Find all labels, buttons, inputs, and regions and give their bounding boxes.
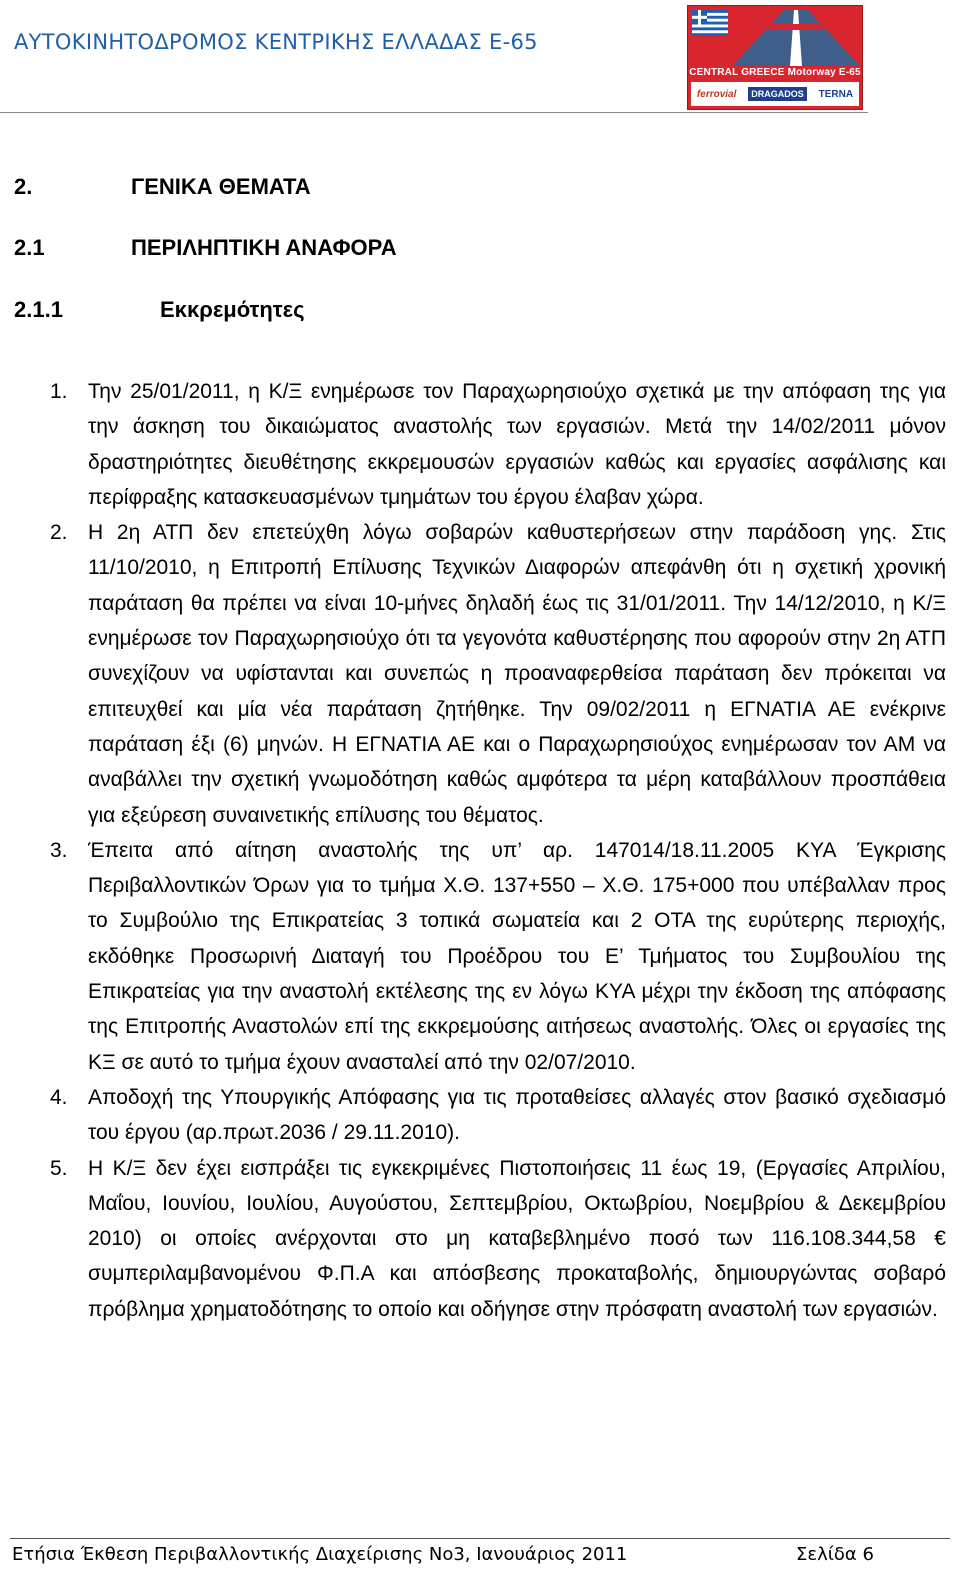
subsubsection-title: Εκκρεμότητες xyxy=(160,297,305,322)
list-item-number: 5. xyxy=(50,1156,68,1180)
section-number: 2. xyxy=(14,174,33,199)
list-item-number: 2. xyxy=(50,521,68,545)
page-number: Σελίδα 6 xyxy=(796,1544,874,1565)
section-title: ΓΕΝΙΚΑ ΘΕΜΑΤΑ xyxy=(131,174,311,199)
pending-issues-list xyxy=(50,374,946,1327)
subsection-title: ΠΕΡΙΛΗΠΤΙΚΗ ΑΝΑΦΟΡΑ xyxy=(131,235,397,260)
motorway-road-icon xyxy=(732,10,860,66)
partner-ferrovial: ferrovial xyxy=(696,88,737,100)
list-item xyxy=(50,515,946,833)
logo-caption: CENTRAL GREECE Motorway E-65 xyxy=(689,67,861,78)
document-header-title: ΑΥΤΟΚΙΝΗΤΟΔΡΟΜΟΣ ΚΕΝΤΡΙΚΗΣ ΕΛΛΑΔΑΣ Ε-65 xyxy=(14,30,538,54)
list-item-number: 4. xyxy=(50,1085,68,1109)
logo-partners xyxy=(691,82,859,106)
header-divider xyxy=(0,112,868,113)
list-item xyxy=(50,374,946,515)
subsubsection-number: 2.1.1 xyxy=(14,297,63,322)
footer-report-title: Ετήσια Έκθεση Περιβαλλοντικής Διαχείρισης Νο3, Ιανουάριος 2011 xyxy=(12,1544,628,1565)
greek-flag-icon xyxy=(692,10,728,36)
list-item xyxy=(50,833,946,1080)
footer-divider xyxy=(10,1538,950,1539)
subsection-number: 2.1 xyxy=(14,235,45,260)
list-item-text: Η Κ/Ξ δεν έχει εισπράξει τις εγκεκριμένες Πιστοποιήσεις 11 έως 19, (Εργασίες Απριλίου, Μαΐου, Ιουνίου, Ιουλίου, Αυγούστου, Σεπτεμβρίου, Οκτωβρίου, Νοεμβρίου & Δεκεμβρίου 2010) οι οποίες ανέρχονται στο μη καταβεβλημένο ποσό των 116.108.344,58 € συμπεριλαμβανομένου Φ.Π.Α και απόσβεσης προκαταβολής, δημιουργώντας σοβαρό πρόβλημα χρηματοδότησης το οποίο και οδήγησε στην πρόσφατη αναστολή των εργασιών. xyxy=(88,1156,946,1321)
list-item-text: Έπειτα από αίτηση αναστολής της υπ’ αρ. 147014/18.11.2005 ΚΥΑ Έγκρισης Περιβαλλοντικών Όρων για το τμήμα Χ.Θ. 137+550 – Χ.Θ. 175+000 που υπέβαλλαν προς το Συμβούλιο της Επικρατείας 3 τοπικά σωματεία και 2 ΟΤΑ της ευρύτερης περιοχής, εκδόθηκε Προσωρινή Διαταγή του Προέδρου του Ε’ Τμήματος του Συμβουλίου της Επικρατείας για την αναστολή εκτέλεσης της εν λόγω ΚΥΑ μέχρι την έκδοση της απόφασης της Επιτροπής Αναστολών επί της εκκρεμούσης αιτήσεως αναστολής. Όλες οι εργασίες της ΚΞ σε αυτό το τμήμα έχουν ανασταλεί από την 02/07/2010. xyxy=(88,838,946,1074)
list-item xyxy=(50,1080,946,1151)
list-item xyxy=(50,1151,946,1327)
list-item-number: 1. xyxy=(50,380,68,403)
partner-dragados: DRAGADOS xyxy=(748,87,807,101)
list-item-text: Αποδοχή της Υπουργικής Απόφασης για τις προταθείσες αλλαγές στον βασικό σχεδιασμό του έργου (αρ.πρωτ.2036 / 29.11.2010). xyxy=(88,1085,946,1145)
motorway-logo xyxy=(687,5,863,110)
list-item-text: Η 2η ΑΤΠ δεν επετεύχθη λόγω σοβαρών καθυστερήσεων στην παράδοση γης. Στις 11/10/2010, η Επιτροπή Επίλυσης Τεχνικών Διαφορών απεφάνθη ότι η σχετική χρονική παράταση θα πρέπει να είναι 10-μήνες δηλαδή έως τις 31/01/2011. Την 14/12/2010, η Κ/Ξ ενημέρωσε τον Παραχωρησιούχο ότι τα γεγονότα καθυστέρησης που αφορούν στην 2η ΑΤΠ συνεχίζουν να υφίστανται και συνεπώς η προαναφερθείσα παράταση δεν πρόκειται να επιτευχθεί και μία νέα παράταση ζητήθηκε. Την 09/02/2011 η ΕΓΝΑΤΙΑ ΑΕ ενέκρινε παράταση έξι (6) μηνών. Η ΕΓΝΑΤΙΑ ΑΕ και ο Παραχωρησιούχος ενημέρωσαν τον ΑΜ να αναβάλλει την σχετική γνωμοδότηση καθώς αμφότερα τα μέρη καταβάλλουν προσπάθεια για εξεύρεση συναινετικής επίλυσης του θέματος. xyxy=(88,521,946,827)
list-item-text: Την 25/01/2011, η Κ/Ξ ενημέρωσε τον Παραχωρησιούχο σχετικά με την απόφαση της για την άσκηση του δικαιώματος αναστολής των εργασιών. Μετά την 14/02/2011 μόνον δραστηριότητες διευθέτησης εκκρεμουσών εργασιών καθώς και εργασίες ασφάλισης και περίφραξης κατασκευασμένων τμημάτων του έργου έλαβαν χώρα. xyxy=(88,380,946,509)
partner-terna: TERNA xyxy=(818,88,854,100)
list-item-number: 3. xyxy=(50,838,68,862)
